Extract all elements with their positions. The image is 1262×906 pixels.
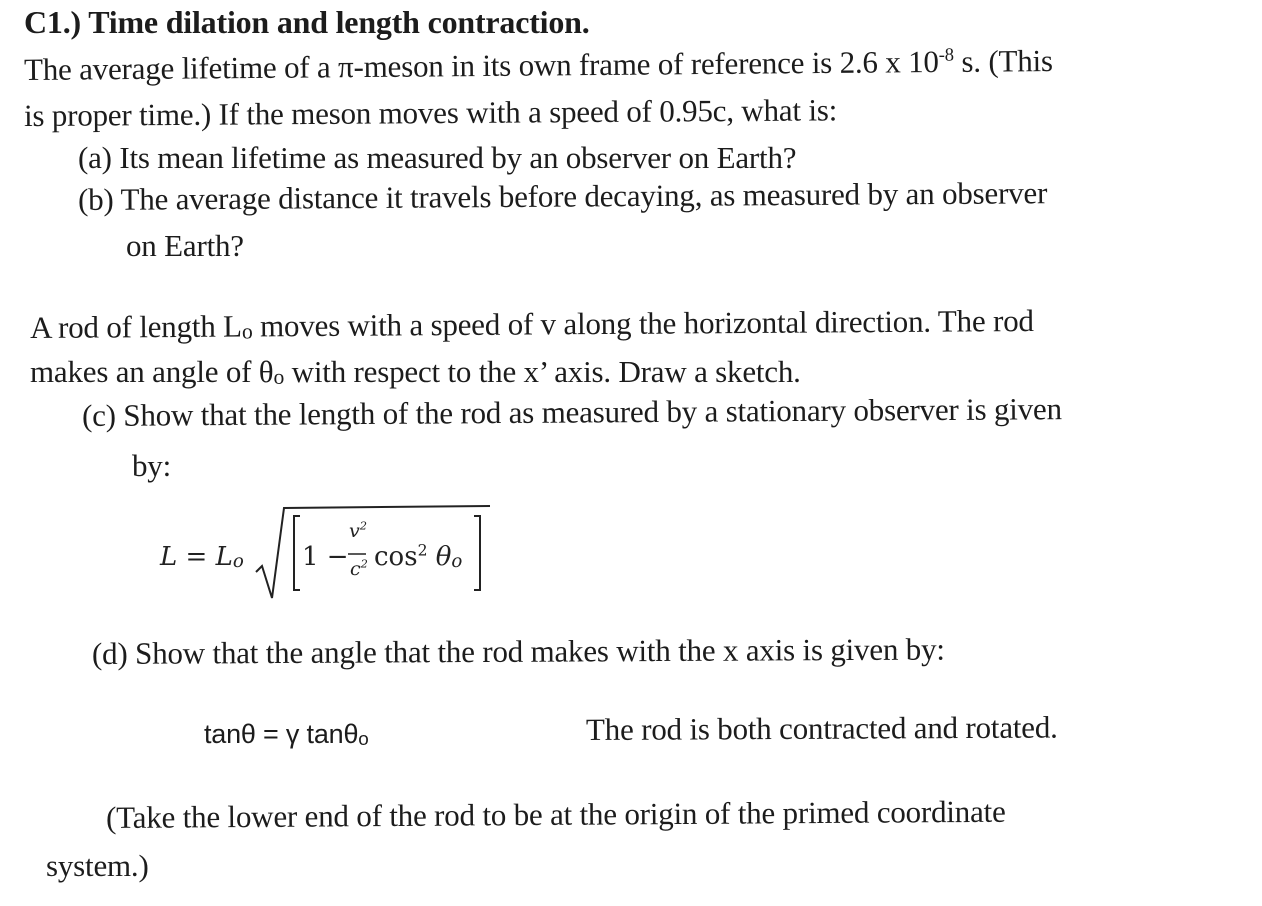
rod-note: The rod is both contracted and rotated. <box>585 709 1058 747</box>
rod-line-2-b: with respect to the x’ axis. Draw a sketch. <box>284 354 801 389</box>
intro-line-1 <box>24 43 1053 88</box>
problem-title: C1.) Time dilation and length contraction. <box>24 4 590 40</box>
rod-line-2-a: makes an angle of θ <box>30 354 274 389</box>
formula-cos: cos <box>374 542 418 572</box>
intro-text-a: The average lifetime of a π-meson in its own frame of reference is 2.6 x 10 <box>23 44 939 87</box>
formula-lhs-text: L = L <box>160 542 233 572</box>
angle-formula-sub: o <box>358 729 369 750</box>
formula-theta-sub: o <box>451 551 463 572</box>
part-c-line-1: (c) Show that the length of the rod as measured by a stationary observer is given <box>81 391 1062 433</box>
angle-formula <box>204 716 369 752</box>
part-a: (a) Its mean lifetime as measured by an observer on Earth? <box>78 140 797 175</box>
part-b-line-2: on Earth? <box>126 228 244 263</box>
formula-cos-exp: 2 <box>417 541 428 560</box>
footnote-line-2: system.) <box>46 848 149 883</box>
rod-line-1-sub: o <box>241 319 253 344</box>
rod-line-1 <box>30 303 1034 346</box>
formula-num-exp: 2 <box>359 518 367 533</box>
intro-line-2: is proper time.) If the meson moves with a speed of 0.95c, what is: <box>23 92 838 133</box>
formula-denominator <box>350 558 368 580</box>
angle-formula-text: tanθ = γ tanθ <box>204 719 359 749</box>
rod-line-1-b: moves with a speed of v along the horizontal direction. The rod <box>252 302 1034 344</box>
rod-line-1-a: A rod of length L <box>29 308 242 345</box>
formula-lhs-sub: o <box>232 551 244 572</box>
part-d: (d) Show that the angle that the rod makes with the x axis is given by: <box>91 631 945 671</box>
part-b-line-1: (b) The average distance it travels before decaying, as measured by an observer <box>77 175 1048 217</box>
formula-den-var: c <box>350 558 361 580</box>
rod-line-2 <box>30 354 801 390</box>
footnote-line-1: (Take the lower end of the rod to be at the origin of the primed coordinate <box>105 793 1006 835</box>
formula-den-exp: 2 <box>360 556 368 571</box>
formula-num-var: v <box>349 520 360 542</box>
part-c-line-2: by: <box>132 448 172 483</box>
rod-line-2-sub: o <box>273 365 285 389</box>
intro-exponent: -8 <box>938 44 954 66</box>
formula-theta: θ <box>427 542 452 572</box>
formula-one-minus: 1 − <box>302 542 349 572</box>
formula-numerator <box>349 520 367 542</box>
intro-text-b: s. (This <box>953 43 1053 79</box>
formula-cos-term <box>374 542 462 572</box>
